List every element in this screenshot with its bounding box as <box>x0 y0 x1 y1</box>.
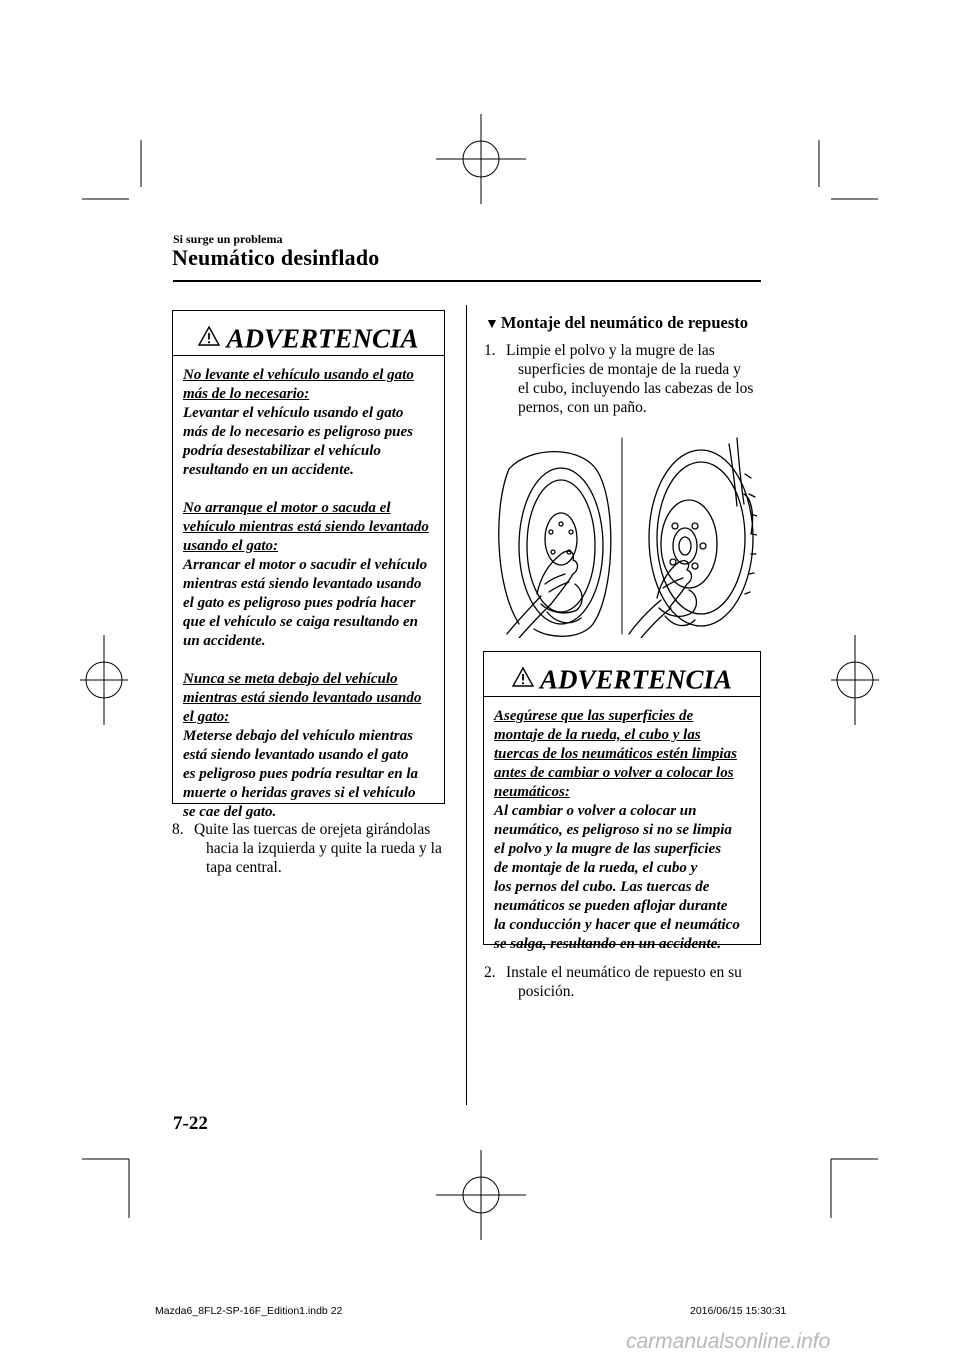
step-1 <box>484 341 764 417</box>
warning-header <box>173 311 444 355</box>
warning-text: Levantar el vehículo usando el gato más de lo necesario es peligroso pues podría desestabilizar el vehículo resultando en un accidente. <box>183 405 413 478</box>
step-number: 2. <box>484 964 496 981</box>
step-2 <box>484 963 764 1001</box>
step-text: posición. <box>518 983 575 1000</box>
warning-header <box>484 652 760 696</box>
step-text: hacia la izquierda y quite la rueda y la <box>206 840 442 857</box>
footer-filename: Mazda6_8FL2-SP-16F_Edition1.indb 22 <box>155 1305 343 1317</box>
warning-triangle-icon <box>512 667 534 687</box>
step-number: 1. <box>484 342 496 359</box>
wheel-cleaning-illustration <box>489 434 757 638</box>
footer-timestamp: 2016/06/15 15:30:31 <box>690 1305 787 1317</box>
step-text: Instale el neumático de repuesto en su <box>506 964 742 981</box>
step-text: pernos, con un paño. <box>518 399 647 416</box>
warning-heading: No levante el vehículo usando el gato más de lo necesario: <box>183 367 414 402</box>
warning-box-mounting-surfaces <box>483 651 761 952</box>
step-text: el cubo, incluyendo las cabezas de los <box>518 380 754 397</box>
page-number: 7-22 <box>173 1113 208 1134</box>
step-text: superficies de montaje de la rueda y <box>518 361 741 378</box>
warning-title: ADVERTENCIA <box>539 664 733 695</box>
warning-text: Meterse debajo del vehículo mientras está siendo levantado usando el gato es peligroso pues podría resultar en la muerte o heridas graves si el vehículo se cae del gato. <box>183 728 419 820</box>
warning-heading: No arranque el motor o sacuda el vehículo mientras está siendo levantado usando el gato: <box>183 500 429 554</box>
subsection-heading: ▼ Montaje del neumático de repuesto <box>485 313 749 332</box>
step-number: 8. <box>172 821 184 838</box>
step-text: Limpie el polvo y la mugre de las <box>506 342 715 359</box>
warning-text: Al cambiar o volver a colocar un neumático, es peligroso si no se limpia el polvo y la mugre de las superficies de montaje de la rueda, el cubo y los pernos del cubo. Las tuercas de neumáticos se pueden aflojar durante la conducción y hacer que el neumático se salga, resultando en un accidente. <box>494 803 740 952</box>
warning-body <box>484 697 760 966</box>
down-triangle-icon: ▼ <box>485 317 499 332</box>
warning-heading: Asegúrese que las superficies de montaje de la rueda, el cubo y las tuercas de los neumáticos estén limpias antes de cambiar o volver a colocar los neumáticos: <box>494 708 737 800</box>
title-divider <box>173 280 761 282</box>
page-title: Neumático desinflado <box>172 245 380 270</box>
step-text: tapa central. <box>206 859 282 876</box>
watermark: carmanualsonline.info <box>626 1330 831 1353</box>
warning-box-jack <box>172 310 445 820</box>
warning-heading: Nunca se meta debajo del vehículo mientras está siendo levantado usando el gato: <box>183 671 422 725</box>
warning-text: Arrancar el motor o sacudir el vehículo mientras está siendo levantado usando el gato es peligroso pues podría hacer que el vehículo se caiga resultando en un accidente. <box>183 557 428 649</box>
section-label: Si surge un problema <box>173 232 283 246</box>
step-8 <box>172 820 457 877</box>
column-divider <box>466 305 467 1105</box>
warning-body <box>173 356 444 834</box>
warning-title: ADVERTENCIA <box>226 323 419 354</box>
warning-triangle-icon <box>198 326 220 346</box>
step-text: Quite las tuercas de orejeta girándolas <box>194 821 431 838</box>
